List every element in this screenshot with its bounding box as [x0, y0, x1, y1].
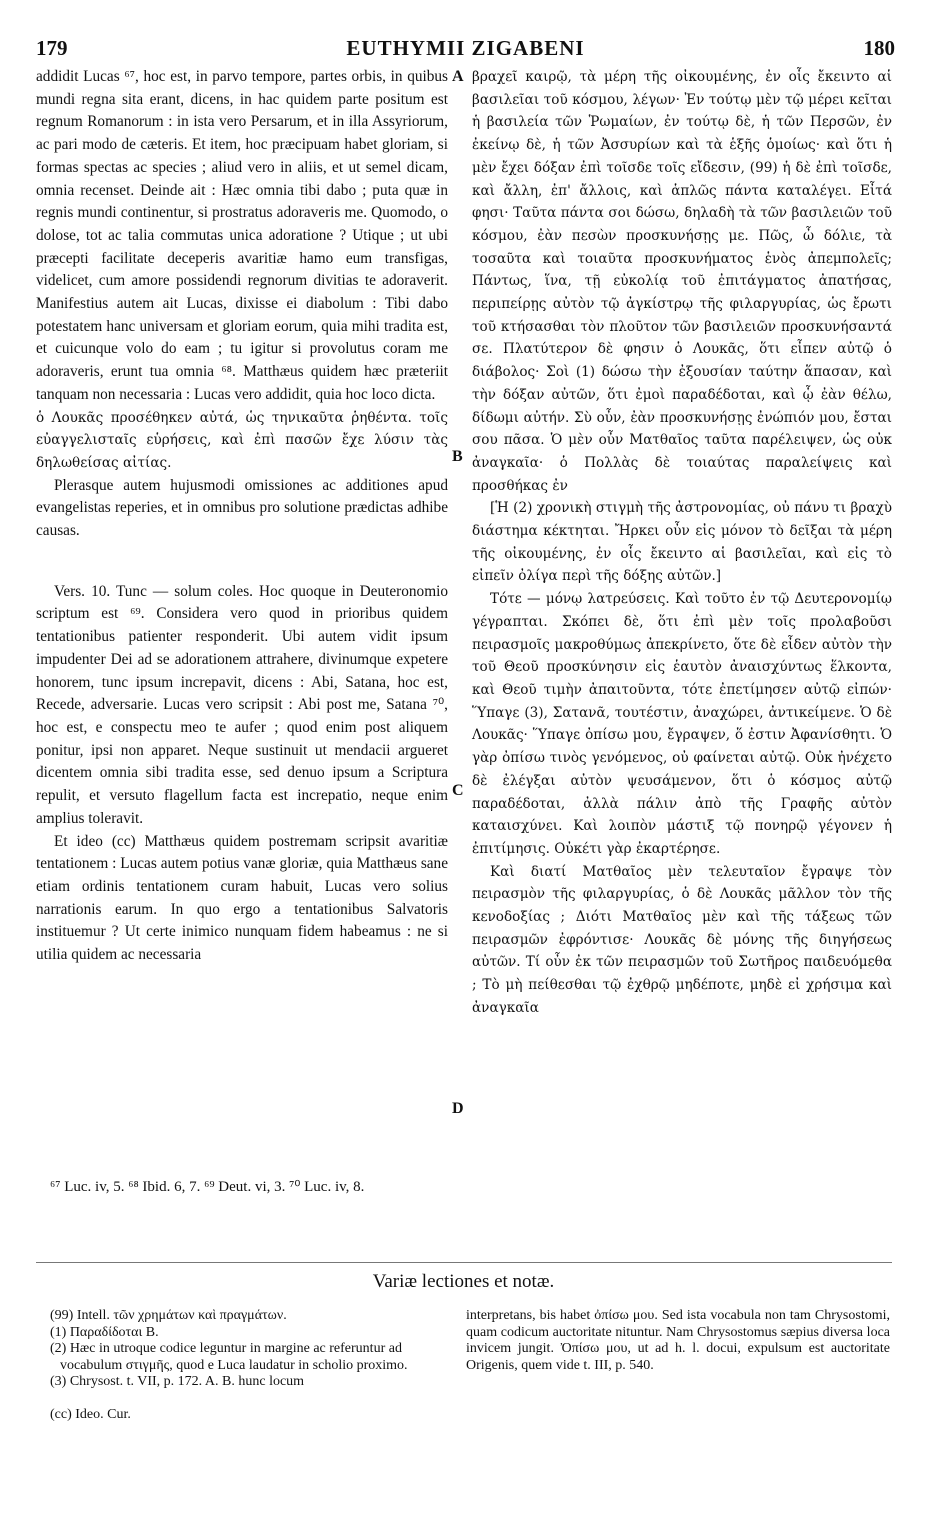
greek-paragraph-tote: Τότε — μόνῳ λατρεύσεις. Καὶ τοῦτο ἐν τῷ Δευτερονομίῳ γέγραπται. Σκόπει δὲ, ὅτι ἐπὶ μὲν τοῖς προλαβοῦσι πειρασμοῖς μακροθύμως ἀπεκρίνετο, ὅτε δὲ εἶδεν αὐτὸν τὴν τοῦ Θεοῦ προσκύνησιν εἰς ἑαυτὸν ἀναισχύντως ἕλκοντα, καὶ Θεοῦ τιμὴν ἀπαιτοῦντα, τότε ἐπετίμησεν αὐτῷ εἰπών· Ὕπαγε (3), Σατανᾶ, τουτέστιν, ἀναχώρει, ἀντικείμενε. Ὁ δὲ Λουκᾶς· Ὕπαγε ὀπίσω μου, ἔγραψεν, ὅ ἐστιν Ἀφανίσθητι. Ὁ γὰρ ὀπίσω τινὸς γενόμενος, οὐ φαίνεται αὐτῷ. Οὐκ ἠνέχετο δὲ ἐλέγξαι αὐτὸν ψευσάμενον, ὅτι ὁ κόσμος αὐτῷ παραδέδοται, ἀλλὰ πάλιν ἀπὸ τῆς Γραφῆς αὐτὸν καταισχύνει. Καὶ λοιπὸν μάστιξ τῷ πονηρῷ γέγονεν ἡ ἐπιτίμησις. Οὐκέτι γὰρ ἐκαρτέρησε.: [472, 591, 892, 857]
greek-paragraph-bracket: [Ἡ (2) χρονικὴ στιγμὴ τῆς ἀστρονομίας, οὐ πάνυ τι βραχὺ διάστημα κέκτηται. Ἤρκει οὖν εἰς μόνον τὸ δεῖξαι τὰ μέρη τῆς οἰκουμένης, ἐν οἷς ἔκειντο αἱ βασιλεῖαι, καὶ εἰς τὸ εἰπεῖν ὀλίγα περὶ τῆς δόξης αὐτῶν.]: [472, 500, 892, 585]
variae-heading: Variæ lectiones et notæ.: [372, 1271, 555, 1292]
greek-fragment: ὁ Λουκᾶς προσέθηκεν αὐτά, ὡς τηνικαῦτα ῥηθέντα. τοῖς εὐαγγελισταῖς εὑρήσεις, καὶ ἐπὶ πασῶν ἔχε λύσιν τὰς δηλωθείσας αἰτίας.: [36, 409, 448, 471]
page-header: [36, 36, 895, 64]
variae-note: (3) Chrysost. t. VII, p. 172. A. B. hunc locum: [50, 1374, 305, 1390]
variae-note: (2) Hæc in utroque codice leguntur in margine ac referuntur ad vocabulum στιγμῆς, quod e Luca laudatur in scholio proximo.: [50, 1341, 408, 1373]
greek-paragraph: βραχεῖ καιρῷ, τὰ μέρη τῆς οἰκουμένης, ἐν οἷς ἔκειντο αἱ βασιλεῖαι τοῦ κόσμου, λέγων· Ἐν τούτῳ μὲν τῷ μέρει κεῖται ἡ βασιλεία τῶν Ῥωμαίων, ἐν τούτῳ δὲ, ἡ τῶν Περσῶν, ἐν ἐκείνῳ δὲ, ἡ τῶν Ἀσσυρίων καὶ τὰ ἑξῆς ὁμοίως· καὶ ὅτι ἡ μὲν ἔχει δόξαν ἐπὶ τοῖσδε τοῖς εἴδεσιν, (99) ἡ δὲ ἐπὶ τοῖσδε, καὶ ἄλλη, ἐπ' ἄλλοις, καὶ ἁπλῶς πάντα καταλέγει. Εἶτά φησι· Ταῦτα πάντα σοι δώσω, δηλαδὴ τὰ τῶν βασιλειῶν τοῦ κόσμου, ἐὰν πεσὼν προσκυνήσῃς με. Πῶς, ὦ δόλιε, τὰ τοσαῦτα καὶ τοιαῦτα προσκυνήματος ἑνὸς ἀπεμπολεῖς; Πάντως, ἵνα, τῇ εὐκολίᾳ τοῦ ἐπιτάγματος ἀπατήσας, περιπείρῃς αὐτὸν τῷ ἀγκίστρῳ τῆς φιλαργυρίας, ὡς ἔρωτι τοῦ κτήσασθαι τὸν πλοῦτον τῶν βασιλειῶν προσκυνήσαντά σε. Πλατύτερον δὲ φησιν ὁ Λουκᾶς, ὅτι εἶπεν αὐτῷ ὁ διάβολος· Σοὶ (1) δώσω τὴν ἐξουσίαν ταύτην ἅπασαν, καὶ τὴν δόξαν αὐτῶν, ὅτι ἐμοὶ παραδέδοται, καὶ ᾧ ἐὰν θέλω, δίδωμι αὐτήν. Σὺ οὖν, ἐὰν προσκυνήσῃς ἐνώπιόν μου, ἔσται σου πᾶσα. Ὁ μὲν οὖν Ματθαῖος ταῦτα παρέλειψεν, ὡς οὐκ ἀναγκαῖα· ὁ Πολλὰς δὲ τοιαύτας παραλείψεις καὶ προσθήκας ἐν: [472, 69, 892, 494]
variae-notes-right: [466, 1308, 890, 1374]
variae-note: (cc) Ideo. Cur.: [50, 1406, 131, 1422]
divider: [36, 1262, 892, 1263]
latin-paragraph: addidit Lucas ⁶⁷, hoc est, in parvo tempore, partes orbis, in quibus mundi regna sita erant, dicens, in hac quidem parte positum est regnum Romanorum : in ista vero Persarum, et in illa Assyriorum, ac pari modo de cæteris. Et item, hoc præcipuam habet gloriam, si formas spectas ac species ; aliud vero in aliis, et ut semel dicam, omnia recenset. Deinde ait : Hæc omnia tibi dabo ; puta quæ in regnis mundi continentur, si prostratus adoraveris me. Quomodo, o dolose, tot ac talia commutas unica adoratione ? Utique ; ut ubi præcepti facilitate deceperis avaritiæ hamo eum transfigas, videlicet, cum amore possidendi regnorum divitias te adoraverit. Manifestius autem ait Lucas, dixisse ei diabolum : Tibi dabo potestatem hanc universam et gloriam eorum, quia mihi tradita est, et cuicunque volo do eam ; tu igitur si provolutus coram me adoraveris, erunt tua omnia ⁶⁸. Matthæus quidem hæc præteriit tanquam non necessaria : Lucas vero addidit, quia hoc loco dicta.: [36, 68, 448, 403]
margin-marker-c: C: [452, 782, 464, 799]
margin-marker-b: B: [452, 448, 463, 465]
page-number-right: 180: [863, 36, 895, 60]
margin-marker-d: D: [452, 1100, 464, 1117]
variae-notes-left: [50, 1308, 450, 1424]
running-title: EUTHYMII ZIGABENI: [346, 36, 585, 60]
latin-column: [36, 66, 448, 967]
footnotes: ⁶⁷ Luc. iv, 5. ⁶⁸ Ibid. 6, 7. ⁶⁹ Deut. vi, 3. ⁷⁰ Luc. iv, 8.: [50, 1179, 365, 1195]
latin-paragraph: Plerasque autem hujusmodi omissiones ac additiones apud evangelistas reperies, et in omnibus pro solutione prædictas adhibe causas.: [36, 476, 448, 540]
variae-note-continued: interpretans, bis habet ὀπίσω μου. Sed ista vocabula non tam Chrysostomi, quam codicum auctoritate nituntur. Nam Chrysostomus sæpius diversa loca invicem jungit. Ὀπίσω μου, ut ad h. l. docui, expulsum est auctoritate Origenis, quem vide t. III, p. 540.: [466, 1308, 890, 1373]
margin-marker-a: A: [452, 68, 464, 85]
latin-paragraph: Et ideo (cc) Matthæus quidem postremam scripsit avaritiæ tentationem : Lucas autem potius vanæ gloriæ, quia Matthæus sane etiam ordinis tentationem curam habuit, Lucas vero solius narrationis earum. In quo ergo a tentationibus Salvatoris instituemur ? Ut certe inimico nunquam fidem habeamus : ne si utilia quidem ac necessaria: [36, 832, 448, 964]
variae-note: (99) Intell. τῶν χρημάτων καὶ πραγμάτων.: [50, 1308, 287, 1323]
page-number-left: 179: [36, 36, 68, 60]
latin-paragraph-vers10: Vers. 10. Tunc — solum coles. Hoc quoque in Deuteronomio scriptum est ⁶⁹. Considera vero quod in prioribus quidem tentationibus patienter responderit. Ubi autem vidit ipsum impudenter Dei ad se adorationem attrahere, divinumque expetere honorem, tunc ipsum increpavit, dicens : Abi, Satana, hoc est, Recede, adversarie. Lucas vero scripsit : Abi post me, Satana ⁷⁰, hoc est, e conspectu meo te aufer ; quod enim post aliquem ponitur, ipsi non apparet. Neque sustinuit ut mendacii argueret dicentem omnia sibi tradita esse, sed denuo ipsum a Scriptura repulit, et versuto flagellum facta est increpatio, neque enim amplius toleravit.: [36, 582, 448, 827]
greek-column: [472, 66, 892, 1020]
greek-paragraph: Καὶ διατί Ματθαῖος μὲν τελευταῖον ἔγραψε τὸν πειρασμὸν τῆς φιλαργυρίας, ὁ δὲ Λουκᾶς μᾶλλον τὸν τῆς κενοδοξίας ; Διότι Ματθαῖος μὲν καὶ τῆς τάξεως τῶν πειρασμῶν ἐφρόντισε· Λουκᾶς δὲ μόνης τῆς διηγήσεως αὐτῶν. Τί οὖν ἐκ τῶν πειρασμῶν τοῦ Σωτῆρος παιδευόμεθα ; Τὸ μὴ πείθεσθαι τῷ ἐχθρῷ μηδέποτε, μηδὲ εἰ χρήσιμα καὶ ἀναγκαῖα: [472, 863, 892, 1016]
variae-note: (1) Παραδίδοται B.: [50, 1324, 159, 1340]
